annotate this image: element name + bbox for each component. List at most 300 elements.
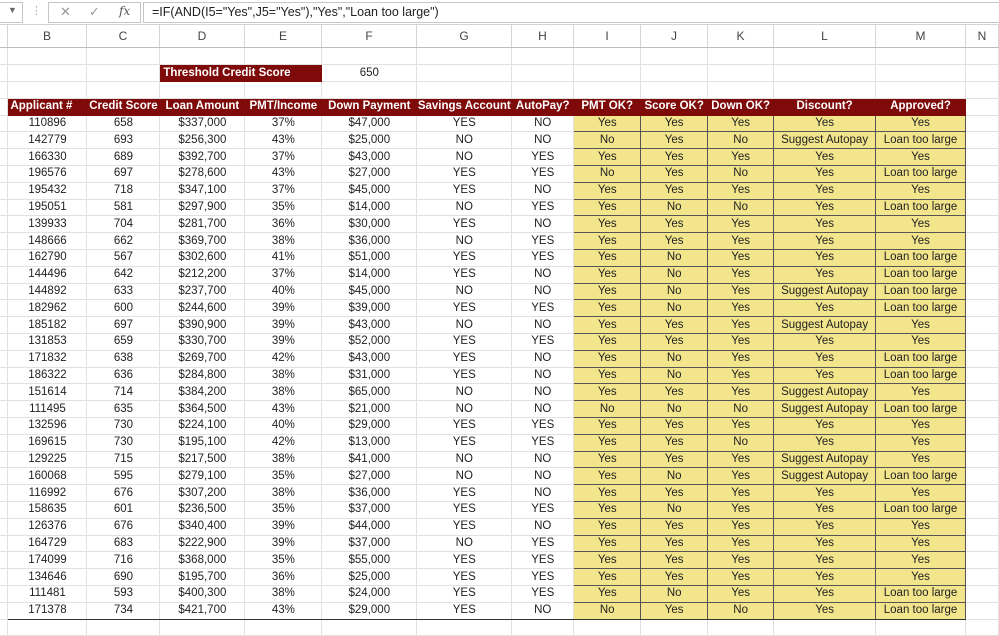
cell-pmt-ok[interactable]: Yes (574, 149, 641, 166)
cell-savings-account[interactable]: NO (417, 535, 512, 552)
cell-credit-score[interactable]: 689 (87, 149, 160, 166)
cell-applicant[interactable]: 162790 (8, 250, 87, 267)
cell-autopay[interactable]: YES (512, 166, 574, 183)
cell-applicant[interactable]: 142779 (8, 132, 87, 149)
cell-autopay[interactable]: NO (512, 132, 574, 149)
column-header-j[interactable]: J (641, 25, 708, 47)
cell-pmt-income[interactable]: 38% (245, 367, 322, 384)
cell[interactable] (512, 619, 574, 636)
cell[interactable] (0, 233, 8, 250)
cell[interactable] (0, 586, 8, 603)
cell-score-ok[interactable]: No (641, 283, 708, 300)
cell-savings-account[interactable]: YES (417, 502, 512, 519)
cell[interactable] (0, 569, 8, 586)
cell[interactable] (0, 166, 8, 183)
cell-discount[interactable]: Yes (774, 569, 876, 586)
cell-pmt-income[interactable]: 39% (245, 535, 322, 552)
cell-pmt-ok[interactable]: Yes (574, 535, 641, 552)
cell[interactable] (322, 619, 417, 636)
cell-score-ok[interactable]: Yes (641, 434, 708, 451)
cell-discount[interactable]: Yes (774, 266, 876, 283)
cell[interactable] (0, 115, 8, 132)
cell-loan-amount[interactable]: $279,100 (160, 468, 245, 485)
cell-autopay[interactable]: NO (512, 182, 574, 199)
header-savings-account[interactable]: Savings Account (417, 98, 512, 115)
header-down-payment[interactable]: Down Payment (322, 98, 417, 115)
column-header-c[interactable]: C (87, 25, 160, 47)
cell-score-ok[interactable]: No (641, 250, 708, 267)
column-header-a[interactable] (0, 25, 8, 47)
cell-down-payment[interactable]: $21,000 (322, 401, 417, 418)
cell-savings-account[interactable]: YES (417, 250, 512, 267)
cell-down-ok[interactable]: Yes (708, 317, 774, 334)
cell-discount[interactable]: Yes (774, 250, 876, 267)
cell-down-payment[interactable]: $24,000 (322, 586, 417, 603)
cell[interactable] (8, 65, 87, 82)
cell[interactable] (774, 48, 876, 65)
cell-score-ok[interactable]: No (641, 367, 708, 384)
cell-pmt-income[interactable]: 43% (245, 166, 322, 183)
cell-credit-score[interactable]: 718 (87, 182, 160, 199)
cell-down-ok[interactable]: Yes (708, 502, 774, 519)
cell-applicant[interactable]: 166330 (8, 149, 87, 166)
cell-pmt-income[interactable]: 43% (245, 132, 322, 149)
cell-autopay[interactable]: YES (512, 250, 574, 267)
cell-score-ok[interactable]: No (641, 401, 708, 418)
cell-savings-account[interactable]: YES (417, 266, 512, 283)
cell-pmt-income[interactable]: 35% (245, 199, 322, 216)
cell-pmt-ok[interactable]: Yes (574, 233, 641, 250)
cell-autopay[interactable]: NO (512, 518, 574, 535)
cell-pmt-income[interactable]: 35% (245, 502, 322, 519)
cell-pmt-ok[interactable]: Yes (574, 468, 641, 485)
cell-credit-score[interactable]: 581 (87, 199, 160, 216)
cell-down-ok[interactable]: Yes (708, 586, 774, 603)
column-header-g[interactable]: G (417, 25, 512, 47)
cell-pmt-income[interactable]: 42% (245, 434, 322, 451)
cell-pmt-ok[interactable]: No (574, 132, 641, 149)
cell-credit-score[interactable]: 730 (87, 418, 160, 435)
cell[interactable] (966, 586, 999, 603)
cell-loan-amount[interactable]: $195,700 (160, 569, 245, 586)
cell-pmt-income[interactable]: 39% (245, 518, 322, 535)
cell[interactable] (417, 65, 512, 82)
cell[interactable] (160, 619, 245, 636)
cell[interactable] (966, 98, 999, 115)
cell-approved[interactable]: Yes (876, 451, 966, 468)
cell-applicant[interactable]: 185182 (8, 317, 87, 334)
cell-approved[interactable]: Yes (876, 334, 966, 351)
cell[interactable] (87, 82, 160, 99)
cell-pmt-income[interactable]: 38% (245, 233, 322, 250)
cell-pmt-income[interactable]: 39% (245, 317, 322, 334)
cell-applicant[interactable]: 151614 (8, 384, 87, 401)
cell-credit-score[interactable]: 633 (87, 283, 160, 300)
cell-score-ok[interactable]: No (641, 300, 708, 317)
cell-loan-amount[interactable]: $400,300 (160, 586, 245, 603)
cell-loan-amount[interactable]: $217,500 (160, 451, 245, 468)
column-header-e[interactable]: E (245, 25, 322, 47)
cell-pmt-ok[interactable]: Yes (574, 451, 641, 468)
cell-pmt-income[interactable]: 39% (245, 334, 322, 351)
cell[interactable] (0, 98, 8, 115)
header-discount[interactable]: Discount? (774, 98, 876, 115)
cell[interactable] (0, 619, 8, 636)
cell-discount[interactable]: Yes (774, 166, 876, 183)
cell-autopay[interactable]: NO (512, 468, 574, 485)
cell[interactable] (966, 350, 999, 367)
header-down-ok[interactable]: Down OK? (708, 98, 774, 115)
cell-score-ok[interactable]: Yes (641, 166, 708, 183)
cell-loan-amount[interactable]: $369,700 (160, 233, 245, 250)
cell[interactable] (574, 48, 641, 65)
cell-autopay[interactable]: YES (512, 586, 574, 603)
cell-pmt-ok[interactable]: Yes (574, 250, 641, 267)
cell-autopay[interactable]: YES (512, 418, 574, 435)
cell-pmt-ok[interactable]: Yes (574, 418, 641, 435)
cell[interactable] (966, 82, 999, 99)
cell-pmt-ok[interactable]: Yes (574, 266, 641, 283)
cell[interactable] (0, 451, 8, 468)
cell-down-ok[interactable]: No (708, 132, 774, 149)
cell-pmt-ok[interactable]: Yes (574, 434, 641, 451)
cell-savings-account[interactable]: NO (417, 233, 512, 250)
cell-approved[interactable]: Yes (876, 518, 966, 535)
cell[interactable] (87, 65, 160, 82)
cell-pmt-income[interactable]: 38% (245, 586, 322, 603)
header-score-ok[interactable]: Score OK? (641, 98, 708, 115)
cell-pmt-income[interactable]: 37% (245, 149, 322, 166)
cell-approved[interactable]: Yes (876, 535, 966, 552)
cell-loan-amount[interactable]: $337,000 (160, 115, 245, 132)
cell-credit-score[interactable]: 697 (87, 166, 160, 183)
cell-savings-account[interactable]: NO (417, 317, 512, 334)
cell-savings-account[interactable]: YES (417, 334, 512, 351)
cell-loan-amount[interactable]: $390,900 (160, 317, 245, 334)
cell-loan-amount[interactable]: $368,000 (160, 552, 245, 569)
cell-score-ok[interactable]: No (641, 199, 708, 216)
cell-score-ok[interactable]: Yes (641, 384, 708, 401)
cell-loan-amount[interactable]: $384,200 (160, 384, 245, 401)
cell-discount[interactable]: Yes (774, 199, 876, 216)
cell-credit-score[interactable]: 600 (87, 300, 160, 317)
cell-pmt-ok[interactable]: Yes (574, 518, 641, 535)
cell[interactable] (708, 619, 774, 636)
cell[interactable] (966, 132, 999, 149)
cell[interactable] (0, 350, 8, 367)
column-header-m[interactable]: M (876, 25, 966, 47)
cell[interactable] (160, 82, 245, 99)
cell-savings-account[interactable]: NO (417, 199, 512, 216)
cell-down-ok[interactable]: Yes (708, 334, 774, 351)
cell-down-ok[interactable]: Yes (708, 250, 774, 267)
cell-savings-account[interactable]: YES (417, 350, 512, 367)
cell-autopay[interactable]: YES (512, 569, 574, 586)
cell[interactable] (0, 334, 8, 351)
header-pmt-income[interactable]: PMT/Income (245, 98, 322, 115)
cell-applicant[interactable]: 134646 (8, 569, 87, 586)
cell[interactable] (774, 65, 876, 82)
cell-pmt-ok[interactable]: No (574, 401, 641, 418)
cell-autopay[interactable]: YES (512, 434, 574, 451)
cell[interactable] (245, 82, 322, 99)
cell-approved[interactable]: Yes (876, 317, 966, 334)
cell-autopay[interactable]: NO (512, 367, 574, 384)
cell[interactable] (966, 199, 999, 216)
cell-autopay[interactable]: YES (512, 199, 574, 216)
cell-pmt-income[interactable]: 36% (245, 569, 322, 586)
cell-applicant[interactable]: 111481 (8, 586, 87, 603)
cell-savings-account[interactable]: NO (417, 384, 512, 401)
cell-pmt-ok[interactable]: Yes (574, 199, 641, 216)
cell[interactable] (876, 82, 966, 99)
column-header-k[interactable]: K (708, 25, 774, 47)
cell-down-ok[interactable]: Yes (708, 149, 774, 166)
cell-down-ok[interactable]: Yes (708, 418, 774, 435)
cell-discount[interactable]: Yes (774, 602, 876, 619)
cell-pmt-income[interactable]: 36% (245, 216, 322, 233)
cell[interactable] (0, 300, 8, 317)
cell-down-ok[interactable]: Yes (708, 468, 774, 485)
cell-loan-amount[interactable]: $195,100 (160, 434, 245, 451)
cell[interactable] (8, 619, 87, 636)
cell-loan-amount[interactable]: $284,800 (160, 367, 245, 384)
cell[interactable] (322, 48, 417, 65)
column-header-f[interactable]: F (322, 25, 417, 47)
cell-down-ok[interactable]: Yes (708, 535, 774, 552)
cell[interactable] (966, 569, 999, 586)
cell-discount[interactable]: Suggest Autopay (774, 451, 876, 468)
cell-discount[interactable]: Yes (774, 300, 876, 317)
cell-savings-account[interactable]: YES (417, 518, 512, 535)
cell-pmt-income[interactable]: 38% (245, 485, 322, 502)
cell-down-payment[interactable]: $52,000 (322, 334, 417, 351)
cell-autopay[interactable]: NO (512, 115, 574, 132)
cell-down-payment[interactable]: $37,000 (322, 502, 417, 519)
cell[interactable] (0, 434, 8, 451)
cell[interactable] (0, 216, 8, 233)
cell-down-payment[interactable]: $36,000 (322, 233, 417, 250)
cell-down-payment[interactable]: $45,000 (322, 182, 417, 199)
cell-down-payment[interactable]: $37,000 (322, 535, 417, 552)
cell[interactable] (574, 82, 641, 99)
cell[interactable] (322, 82, 417, 99)
cell-applicant[interactable]: 195051 (8, 199, 87, 216)
cell[interactable] (774, 619, 876, 636)
cell-autopay[interactable]: NO (512, 266, 574, 283)
cell-down-payment[interactable]: $30,000 (322, 216, 417, 233)
cell-score-ok[interactable]: Yes (641, 535, 708, 552)
cell-savings-account[interactable]: YES (417, 216, 512, 233)
cell[interactable] (966, 384, 999, 401)
cell-savings-account[interactable]: YES (417, 434, 512, 451)
cell[interactable] (0, 401, 8, 418)
cell-applicant[interactable]: 158635 (8, 502, 87, 519)
cell[interactable] (245, 48, 322, 65)
cell-discount[interactable]: Yes (774, 334, 876, 351)
cell-savings-account[interactable]: NO (417, 149, 512, 166)
cell-credit-score[interactable]: 734 (87, 602, 160, 619)
cell-pmt-income[interactable]: 40% (245, 418, 322, 435)
cell[interactable] (966, 334, 999, 351)
checkmark-icon[interactable]: ✓ (89, 4, 100, 19)
cell-pmt-income[interactable]: 38% (245, 451, 322, 468)
cell[interactable] (87, 48, 160, 65)
cell[interactable] (966, 300, 999, 317)
cell[interactable] (0, 535, 8, 552)
cell-approved[interactable]: Loan too large (876, 401, 966, 418)
header-loan-amount[interactable]: Loan Amount (160, 98, 245, 115)
header-approved[interactable]: Approved? (876, 98, 966, 115)
cell-credit-score[interactable]: 659 (87, 334, 160, 351)
cell[interactable] (966, 233, 999, 250)
cell-down-ok[interactable]: Yes (708, 300, 774, 317)
cell-pmt-ok[interactable]: Yes (574, 317, 641, 334)
cell[interactable] (0, 199, 8, 216)
cell-approved[interactable]: Loan too large (876, 602, 966, 619)
column-header-b[interactable]: B (8, 25, 87, 47)
cell[interactable] (0, 283, 8, 300)
cell-pmt-income[interactable]: 35% (245, 552, 322, 569)
cell-pmt-income[interactable]: 43% (245, 401, 322, 418)
cell[interactable] (245, 619, 322, 636)
cell[interactable] (708, 48, 774, 65)
cell-applicant[interactable]: 160068 (8, 468, 87, 485)
cell-loan-amount[interactable]: $297,900 (160, 199, 245, 216)
cell[interactable] (876, 65, 966, 82)
cell[interactable] (966, 619, 999, 636)
cell[interactable] (0, 132, 8, 149)
cell[interactable] (966, 317, 999, 334)
cell-score-ok[interactable]: Yes (641, 115, 708, 132)
cell-discount[interactable]: Yes (774, 216, 876, 233)
cell-down-ok[interactable]: No (708, 401, 774, 418)
cell-discount[interactable]: Yes (774, 485, 876, 502)
cell-score-ok[interactable]: Yes (641, 569, 708, 586)
cell[interactable] (966, 115, 999, 132)
cell-discount[interactable]: Yes (774, 350, 876, 367)
cell-credit-score[interactable]: 730 (87, 434, 160, 451)
cell-applicant[interactable]: 169615 (8, 434, 87, 451)
cell[interactable] (966, 401, 999, 418)
cell-discount[interactable]: Yes (774, 535, 876, 552)
cell-score-ok[interactable]: No (641, 586, 708, 603)
cell-pmt-ok[interactable]: Yes (574, 283, 641, 300)
cell-loan-amount[interactable]: $212,200 (160, 266, 245, 283)
cell-down-ok[interactable]: Yes (708, 367, 774, 384)
cell-pmt-income[interactable]: 40% (245, 283, 322, 300)
cell[interactable] (0, 65, 8, 82)
cell-approved[interactable]: Yes (876, 216, 966, 233)
cell[interactable] (966, 149, 999, 166)
cell-pmt-ok[interactable]: Yes (574, 485, 641, 502)
cell-down-payment[interactable]: $25,000 (322, 569, 417, 586)
cell[interactable] (0, 418, 8, 435)
cell[interactable] (966, 485, 999, 502)
cell-savings-account[interactable]: YES (417, 552, 512, 569)
cell-approved[interactable]: Yes (876, 182, 966, 199)
cell-credit-score[interactable]: 642 (87, 266, 160, 283)
cell-down-payment[interactable]: $29,000 (322, 418, 417, 435)
cell-down-payment[interactable]: $43,000 (322, 317, 417, 334)
cell-pmt-income[interactable]: 35% (245, 468, 322, 485)
cell-loan-amount[interactable]: $281,700 (160, 216, 245, 233)
cell-pmt-ok[interactable]: Yes (574, 182, 641, 199)
column-header-i[interactable]: I (574, 25, 641, 47)
cell-loan-amount[interactable]: $244,600 (160, 300, 245, 317)
cell-approved[interactable]: Loan too large (876, 350, 966, 367)
cell-pmt-income[interactable]: 37% (245, 115, 322, 132)
cell-credit-score[interactable]: 635 (87, 401, 160, 418)
cell-applicant[interactable]: 196576 (8, 166, 87, 183)
cell-score-ok[interactable]: No (641, 266, 708, 283)
close-icon[interactable]: ✕ (60, 4, 71, 19)
cell-credit-score[interactable]: 595 (87, 468, 160, 485)
cell-score-ok[interactable]: Yes (641, 602, 708, 619)
cell-autopay[interactable]: NO (512, 317, 574, 334)
cell-pmt-income[interactable]: 37% (245, 182, 322, 199)
cell-applicant[interactable]: 132596 (8, 418, 87, 435)
cell-discount[interactable]: Yes (774, 367, 876, 384)
cell-score-ok[interactable]: No (641, 502, 708, 519)
cell-savings-account[interactable]: NO (417, 401, 512, 418)
cell-down-ok[interactable]: Yes (708, 283, 774, 300)
cell-score-ok[interactable]: No (641, 468, 708, 485)
cell-credit-score[interactable]: 683 (87, 535, 160, 552)
cell-approved[interactable]: Loan too large (876, 502, 966, 519)
cell[interactable] (512, 82, 574, 99)
cell-down-ok[interactable]: Yes (708, 485, 774, 502)
cell-discount[interactable]: Yes (774, 149, 876, 166)
cell-autopay[interactable]: YES (512, 149, 574, 166)
cell[interactable] (0, 552, 8, 569)
cell[interactable] (966, 468, 999, 485)
header-autopay[interactable]: AutoPay? (512, 98, 574, 115)
cell-pmt-ok[interactable]: Yes (574, 115, 641, 132)
cell-score-ok[interactable]: Yes (641, 182, 708, 199)
cell[interactable] (966, 48, 999, 65)
cell-down-payment[interactable]: $65,000 (322, 384, 417, 401)
cell-down-ok[interactable]: Yes (708, 115, 774, 132)
cell-savings-account[interactable]: YES (417, 367, 512, 384)
cell-savings-account[interactable]: NO (417, 283, 512, 300)
cell[interactable] (876, 619, 966, 636)
cell-pmt-ok[interactable]: Yes (574, 586, 641, 603)
cell-discount[interactable]: Suggest Autopay (774, 384, 876, 401)
cell[interactable] (0, 317, 8, 334)
cell-autopay[interactable]: NO (512, 602, 574, 619)
cell-loan-amount[interactable]: $340,400 (160, 518, 245, 535)
cell[interactable] (966, 283, 999, 300)
cell-approved[interactable]: Yes (876, 233, 966, 250)
cell[interactable] (966, 451, 999, 468)
cell-loan-amount[interactable]: $392,700 (160, 149, 245, 166)
cell-credit-score[interactable]: 593 (87, 586, 160, 603)
cell[interactable] (641, 82, 708, 99)
cell[interactable] (966, 502, 999, 519)
cell-loan-amount[interactable]: $307,200 (160, 485, 245, 502)
cell-applicant[interactable]: 110896 (8, 115, 87, 132)
cell-score-ok[interactable]: Yes (641, 518, 708, 535)
cell-down-ok[interactable]: Yes (708, 451, 774, 468)
cell[interactable] (966, 367, 999, 384)
cell-approved[interactable]: Loan too large (876, 250, 966, 267)
header-pmt-ok[interactable]: PMT OK? (574, 98, 641, 115)
cell[interactable] (87, 619, 160, 636)
cell-score-ok[interactable]: Yes (641, 552, 708, 569)
name-box-dropdown[interactable] (0, 2, 23, 23)
cell-down-payment[interactable]: $27,000 (322, 166, 417, 183)
